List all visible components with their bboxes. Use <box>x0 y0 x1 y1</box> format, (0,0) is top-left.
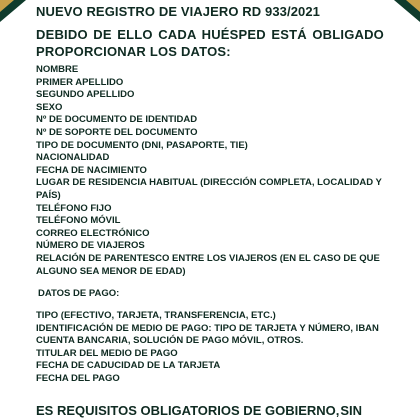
list-item: FECHA DEL PAGO <box>36 372 120 384</box>
list-item: Nº DE SOPORTE DEL DOCUMENTO <box>36 126 198 138</box>
list-item: LUGAR DE RESIDENCIA HABITUAL (DIRECCIÓN COMPLETA, LOCALIDAD Y PAÍS) <box>36 177 382 201</box>
intro-paragraph <box>36 26 384 60</box>
required-fields-list <box>36 64 386 278</box>
list-item: Nº DE DOCUMENTO DE IDENTIDAD <box>36 114 198 126</box>
corner-accent-left <box>0 0 14 12</box>
list-item: TIPO (EFECTIVO, TARJETA, TRANSFERENCIA, ETC.) <box>36 310 276 321</box>
corner-accent-right <box>406 0 420 12</box>
list-item: FECHA DE CADUCIDAD DE LA TARJETA <box>36 360 221 372</box>
payment-heading: DATOS DE PAGO: <box>38 288 120 299</box>
list-item: NACIONALIDAD <box>36 152 110 164</box>
list-item: TELÉFONO MÓVIL <box>36 215 121 227</box>
page-title: NUEVO REGISTRO DE VIAJERO RD 933/2021 <box>36 4 321 19</box>
intro-line-1: DEBIDO DE ELLO CADA HUÉSPED ESTÁ OBLIGADO <box>36 27 384 42</box>
list-item: TELÉFONO FIJO <box>36 202 112 214</box>
list-item: RELACIÓN DE PARENTESCO ENTRE LOS VIAJEROS (EN EL CASO DE QUE ALGUNO SEA MENOR DE EDAD) <box>36 252 380 277</box>
footer-text-part-2: SIN <box>340 403 362 418</box>
list-item: PRIMER APELLIDO <box>36 76 124 88</box>
list-item: TITULAR DEL MEDIO DE PAGO <box>36 347 178 359</box>
payment-fields-list <box>36 310 386 386</box>
list-item: SEGUNDO APELLIDO <box>36 89 135 101</box>
list-item: SEXO <box>36 101 63 113</box>
footer-text-part-1: ES REQUISITOS OBLIGATORIOS DE GOBIERNO, <box>36 403 340 418</box>
list-item: TIPO DE DOCUMENTO (DNI, PASAPORTE, TIE) <box>36 139 248 151</box>
intro-line-2: PROPORCIONAR LOS DATOS: <box>36 44 231 59</box>
list-item: NOMBRE <box>36 64 79 75</box>
list-item: IDENTIFICACIÓN DE MEDIO DE PAGO: TIPO DE TARJETA Y NÚMERO, IBAN CUENTA BANCARIA, SOLUCIÓN DE PAGO MÓVIL, OTROS. <box>36 322 379 347</box>
list-item: CORREO ELECTRÓNICO <box>36 227 150 239</box>
list-item: FECHA DE NACIMIENTO <box>36 164 147 176</box>
footer-note <box>36 403 362 418</box>
list-item: NÚMERO DE VIAJEROS <box>36 240 145 252</box>
